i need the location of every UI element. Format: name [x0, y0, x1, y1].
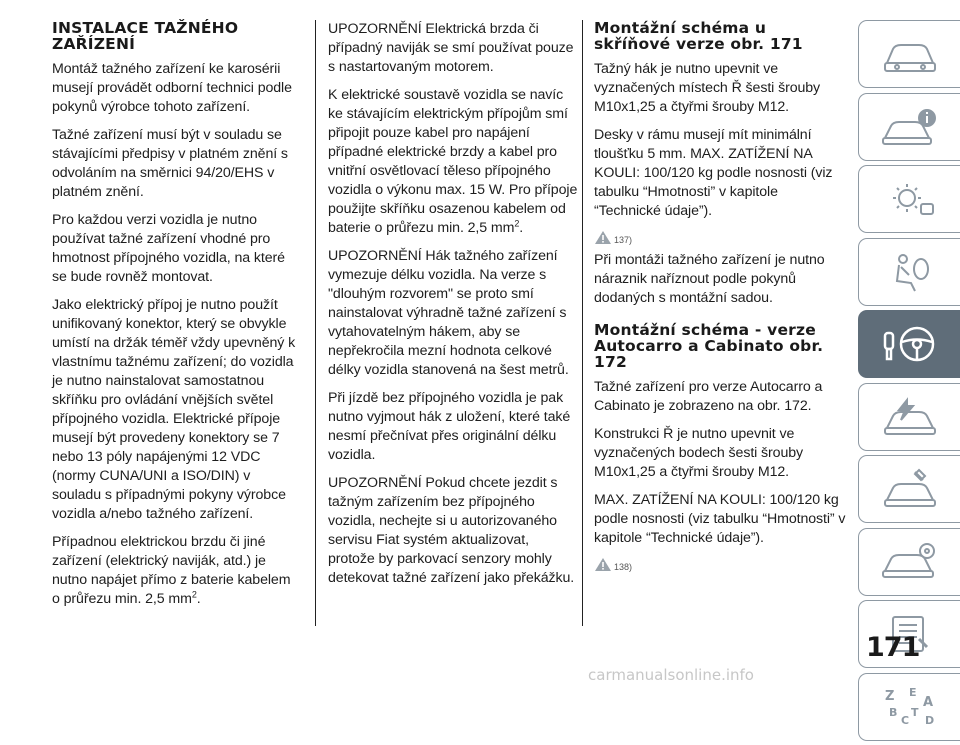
tab-dashboard[interactable]	[858, 20, 960, 88]
warning-triangle-icon	[594, 557, 612, 572]
tab-technical-data[interactable]	[858, 528, 960, 596]
svg-text:C: C	[900, 713, 909, 727]
alphabet-index-icon	[875, 682, 945, 732]
car-specs-icon	[875, 537, 945, 587]
section-heading-autocarro-scheme: Montážní schéma - verze Autocarro a Cabinato obr. 172	[594, 321, 824, 371]
watermark: carmanualsonline.info	[588, 666, 754, 684]
car-info-icon	[875, 102, 945, 152]
tab-alphabetical-index[interactable]	[858, 673, 960, 741]
paragraph-text: K elektrické soustavě vozidla se navíc ke stávajícím elektrickým přípojům smí připojit pouze kabel pro napájení případné elektrické brzdy a kabel pro vnitřní osvětlovací těleso přípojného vozidla o výkonu max. 15 W. Pro přípoje použijte skříňku osazenou kabelem od baterie o průřezu min. 2,5 mm	[328, 87, 578, 236]
paragraph: Jako elektrický přípoj je nutno použít unifikovaný konektor, který se obvykle umístí na držák téměř vždy upevněný k vlastnímu tažnému zařízení; do vozidla je nutno nainstalovat samostatnou skříňku pro ovládání vnějších světel přípojného vozidla. Elektrické přípoje musejí být provedeny konektory se 7 nebo 13 póly napájenými 12 VDC (normy CUNA/UNI a ISO/DIN) v souladu s případnými pokyny výrobce vozidla a/nebo tažného zařízení.	[52, 297, 296, 522]
warning-triangle-icon	[594, 230, 612, 245]
svg-text:E: E	[908, 685, 917, 699]
tab-warning-lights[interactable]	[858, 165, 960, 233]
column-divider	[315, 20, 316, 626]
superscript: 2	[514, 218, 520, 229]
paragraph	[52, 533, 302, 609]
tab-starting-driving[interactable]	[858, 310, 960, 378]
paragraph: Tažný hák je nutno upevnit ve vyznačených místech Ř šesti šrouby M10x1,25 a čtyřmi šrouby M12.	[594, 61, 821, 115]
paragraph	[328, 86, 578, 238]
car-dashboard-icon	[875, 29, 945, 79]
column-divider	[582, 20, 583, 626]
paragraph: Tažné zařízení pro verze Autocarro a Cabinato je zobrazeno na obr. 172.	[594, 379, 823, 414]
tab-safety[interactable]	[858, 238, 960, 306]
car-service-icon	[875, 464, 945, 514]
paragraph: Konstrukci Ř je nutno upevnit ve vyznačených bodech šesti šrouby M10x1,25 a čtyřmi šrouby M12.	[594, 426, 804, 480]
paragraph: UPOZORNĚNÍ Hák tažného zařízení vymezuje délku vozidla. Na verze s "dlouhým rozvorem" se proto smí nainstalovat výhradně tažné zařízení s vytahovatelným hákem, aby se nepřekročila mezní hodnota celkové délky vozidla stanovená na šest metrů.	[328, 248, 569, 378]
svg-text:T: T	[910, 705, 919, 719]
column-left	[52, 20, 302, 618]
column-right	[594, 20, 846, 578]
warning-reference[interactable]	[594, 230, 846, 245]
warning-reference[interactable]	[594, 557, 846, 572]
svg-text:D: D	[924, 713, 934, 727]
paragraph: Při montáži tažného zařízení je nutno náraznik naříznout podle pokynů dodaných s montážní sadou.	[594, 252, 825, 306]
paragraph: MAX. ZATÍŽENÍ NA KOULI: 100/120 kg podle nosnosti (viz tabulku “Hmotnosti” v kapitole “Technické údaje”).	[594, 492, 846, 546]
paragraph: Desky v rámu musejí mít minimální tloušťku 5 mm. MAX. ZATÍŽENÍ NA KOULI: 100/120 kg podle nosnosti (viz tabulku “Hmotnosti” v kapitole “Technické údaje”).	[594, 127, 833, 219]
tab-info[interactable]	[858, 93, 960, 161]
paragraph: Tažné zařízení musí být v souladu se stávajícími předpisy v platném znění s odvoláním na směrnici 94/20/EHS v platném znění.	[52, 127, 288, 200]
svg-text:A: A	[922, 694, 933, 710]
section-heading-installation: INSTALACE TAŽNÉHO ZAŘÍZENÍ	[52, 19, 239, 53]
steering-wheel-icon	[875, 319, 945, 369]
tab-maintenance[interactable]	[858, 455, 960, 523]
paragraph: Montáž tažného zařízení ke karosérii musejí provádět odborní technici podle pokynů výrobce tohoto zařízení.	[52, 61, 292, 115]
paragraph: Pro každou verzi vozidla je nutno používat tažné zařízení vhodné pro hmotnost přípojného vozidla, na které se bude rovněž montovat.	[52, 212, 285, 285]
svg-text:Z: Z	[884, 688, 894, 704]
paragraph-end: .	[519, 220, 524, 236]
svg-text:B: B	[888, 705, 897, 719]
section-heading-van-scheme: Montážní schéma u skříňové verze obr. 171	[594, 19, 803, 53]
warning-ref-number: 138)	[614, 561, 633, 572]
superscript: 2	[191, 589, 197, 600]
paragraph-end: .	[196, 591, 201, 607]
airbag-seat-icon	[875, 247, 945, 297]
tab-emergency[interactable]	[858, 383, 960, 451]
car-breakdown-icon	[875, 392, 945, 442]
warning-ref-number: 137)	[614, 234, 633, 245]
column-middle	[328, 20, 578, 597]
paragraph: UPOZORNĚNÍ Elektrická brzda či případný naviják se smí používat pouze s nastartovaným motorem.	[328, 21, 574, 75]
paragraph: UPOZORNĚNÍ Pokud chcete jezdit s tažným zařízením bez přípojného vozidla, nechejte si u autorizovaného servisu Fiat systém aktualizovat, protože by parkovací senzory mohly detekovat tažné zařízení jako překážku.	[328, 475, 575, 586]
page-number: 171	[866, 632, 920, 663]
paragraph-text: Případnou elektrickou brzdu či jiné zařízení (elektrický naviják, atd.) je nutno napájet přímo z baterie kabelem o průřezu min. 2,5 mm	[52, 534, 291, 607]
warning-lights-icon	[875, 174, 945, 224]
paragraph: Při jízdě bez přípojného vozidla je pak nutno vyjmout hák z uložení, které také nesmí přečnívat přes originální délku vozidla.	[328, 390, 571, 463]
